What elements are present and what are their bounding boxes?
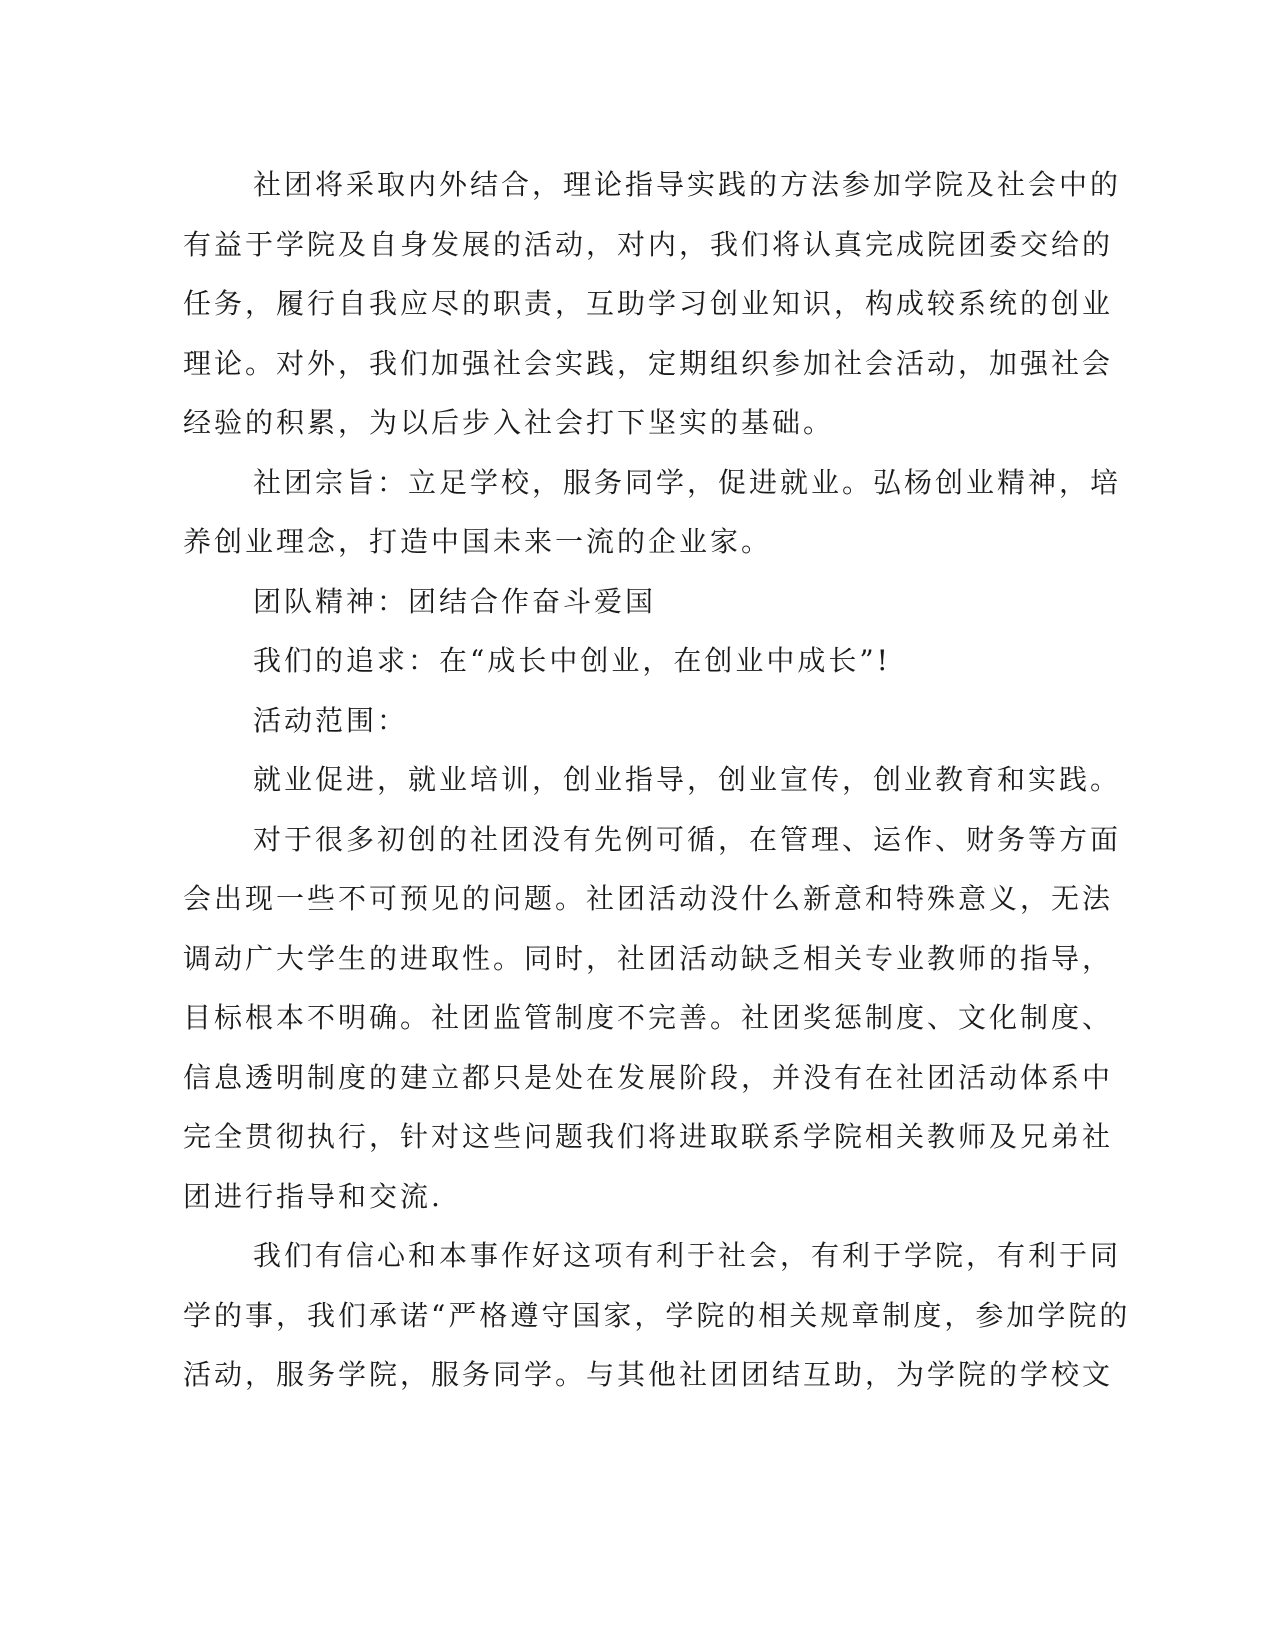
- paragraph-line: 团进行指导和交流.: [183, 1179, 443, 1213]
- paragraph-line: 完全贯彻执行，针对这些问题我们将进取联系学院相关教师及兄弟社: [183, 1120, 1114, 1153]
- paragraph-line: 对于很多初创的社团没有先例可循，在管理、运作、财务等方面: [253, 822, 1122, 856]
- paragraph-line: 社团宗旨：立足学校，服务同学，促进就业。弘杨创业精神，培: [253, 465, 1122, 499]
- paragraph-line: 调动广大学生的进取性。同时，社团活动缺乏相关专业教师的指导，: [183, 941, 1114, 975]
- paragraph-line: 活动，服务学院，服务同学。与其他社团团结互助，为学院的学校文: [183, 1358, 1114, 1391]
- paragraph-line: 学的事，我们承诺“严格遵守国家，学院的相关规章制度，参加学院的: [183, 1298, 1131, 1332]
- paragraph-line: 目标根本不明确。社团监管制度不完善。社团奖惩制度、文化制度、: [183, 1001, 1114, 1034]
- paragraph-line: 会出现一些不可预见的问题。社团活动没什么新意和特殊意义，无法: [183, 882, 1114, 915]
- paragraph-line: 养创业理念，打造中国未来一流的企业家。: [183, 525, 773, 558]
- paragraph-line: 信息透明制度的建立都只是处在发展阶段，并没有在社团活动体系中: [183, 1060, 1114, 1094]
- paragraph-line: 社团将采取内外结合，理论指导实践的方法参加学院及社会中的: [253, 168, 1122, 201]
- paragraph-line: 团队精神：团结合作奋斗爱国: [253, 584, 657, 618]
- paragraph-line: 有益于学院及自身发展的活动，对内，我们将认真完成院团委交给的: [183, 227, 1114, 261]
- paragraph-line: 就业促进，就业培训，创业指导，创业宣传，创业教育和实践。: [253, 763, 1122, 796]
- paragraph-line: 我们有信心和本事作好这项有利于社会，有利于学院，有利于同: [253, 1239, 1122, 1272]
- paragraph-line: 经验的积累，为以后步入社会打下坚实的基础。: [183, 406, 835, 439]
- document-body: [183, 155, 1131, 1405]
- paragraph-line: 活动范围：: [253, 703, 409, 737]
- paragraph-line: 理论。对外，我们加强社会实践，定期组织参加社会活动，加强社会: [183, 346, 1114, 380]
- paragraph-line: 任务，履行自我应尽的职责，互助学习创业知识，构成较系统的创业: [183, 287, 1114, 320]
- paragraph-line: 我们的追求：在“成长中创业，在创业中成长”!: [253, 644, 891, 677]
